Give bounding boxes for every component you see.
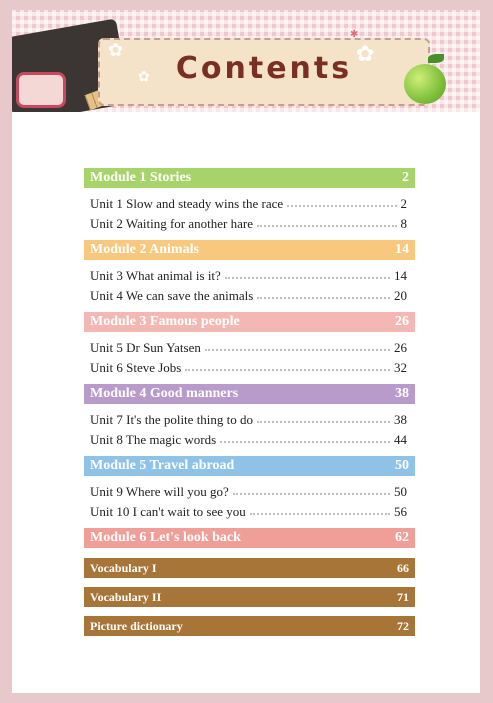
apple-icon bbox=[404, 64, 446, 104]
toc-unit-row[interactable] bbox=[84, 286, 415, 306]
unit-list bbox=[84, 338, 415, 378]
unit-page-number: 56 bbox=[394, 504, 407, 519]
toc-unit-row[interactable] bbox=[84, 502, 415, 522]
section-page-number: 38 bbox=[395, 386, 409, 401]
flower-icon: ✿ bbox=[108, 40, 124, 61]
toc-unit-row[interactable] bbox=[84, 410, 415, 430]
page-title: Contents bbox=[175, 51, 353, 86]
section-title: Picture dictionary bbox=[90, 619, 183, 633]
dot-leader bbox=[233, 493, 390, 495]
unit-page-number: 14 bbox=[394, 268, 407, 283]
apple-leaf-icon bbox=[428, 54, 444, 63]
section-page-number: 14 bbox=[395, 242, 409, 257]
unit-list bbox=[84, 410, 415, 450]
unit-list bbox=[84, 482, 415, 522]
section-title: Module 1 Stories bbox=[90, 170, 192, 185]
dot-leader bbox=[257, 225, 397, 227]
unit-list bbox=[84, 266, 415, 306]
section-page-number: 50 bbox=[395, 458, 409, 473]
section-page-number: 2 bbox=[402, 170, 409, 185]
unit-page-number: 20 bbox=[394, 288, 407, 303]
flower-icon: ✿ bbox=[356, 42, 375, 67]
book-label-illustration bbox=[16, 72, 66, 108]
unit-page-number: 8 bbox=[400, 216, 407, 231]
header-banner bbox=[12, 10, 480, 112]
toc-unit-row[interactable] bbox=[84, 338, 415, 358]
dot-leader bbox=[250, 513, 390, 515]
section-page-number: 71 bbox=[397, 590, 409, 604]
unit-title: Unit 10 I can't wait to see you bbox=[90, 504, 246, 519]
toc-section-3[interactable] bbox=[84, 312, 415, 332]
section-title: Vocabulary I bbox=[90, 561, 157, 575]
section-page-number: 62 bbox=[395, 530, 409, 545]
dot-leader bbox=[185, 369, 390, 371]
unit-title: Unit 4 We can save the animals bbox=[90, 288, 254, 303]
toc-section-5[interactable] bbox=[84, 456, 415, 476]
unit-title: Unit 8 The magic words bbox=[90, 432, 217, 447]
toc-section-2[interactable] bbox=[84, 240, 415, 260]
toc-section-8[interactable] bbox=[84, 587, 415, 607]
section-title: Module 2 Animals bbox=[90, 242, 199, 257]
table-of-contents bbox=[84, 168, 415, 645]
toc-unit-row[interactable] bbox=[84, 430, 415, 450]
unit-title: Unit 5 Dr Sun Yatsen bbox=[90, 340, 201, 355]
toc-section-9[interactable] bbox=[84, 616, 415, 636]
toc-section-4[interactable] bbox=[84, 384, 415, 404]
flower-icon: ✿ bbox=[138, 69, 150, 85]
unit-page-number: 44 bbox=[394, 432, 407, 447]
section-title: Module 3 Famous people bbox=[90, 314, 240, 329]
toc-section-7[interactable] bbox=[84, 558, 415, 578]
section-page-number: 26 bbox=[395, 314, 409, 329]
toc-unit-row[interactable] bbox=[84, 266, 415, 286]
dot-leader bbox=[225, 277, 390, 279]
star-icon: ✱ bbox=[350, 29, 359, 40]
toc-section-1[interactable] bbox=[84, 168, 415, 188]
unit-page-number: 2 bbox=[400, 196, 407, 211]
unit-list bbox=[84, 194, 415, 234]
section-page-number: 66 bbox=[397, 561, 409, 575]
dot-leader bbox=[257, 421, 390, 423]
dot-leader bbox=[220, 441, 390, 443]
dot-leader bbox=[287, 205, 396, 207]
section-title: Module 6 Let's look back bbox=[90, 530, 241, 545]
toc-unit-row[interactable] bbox=[84, 482, 415, 502]
unit-title: Unit 7 It's the polite thing to do bbox=[90, 412, 254, 427]
section-title: Module 5 Travel abroad bbox=[90, 458, 235, 473]
unit-title: Unit 3 What animal is it? bbox=[90, 268, 221, 283]
unit-title: Unit 2 Waiting for another hare bbox=[90, 216, 253, 231]
toc-section-6[interactable] bbox=[84, 528, 415, 548]
toc-unit-row[interactable] bbox=[84, 358, 415, 378]
unit-page-number: 26 bbox=[394, 340, 407, 355]
unit-page-number: 32 bbox=[394, 360, 407, 375]
unit-page-number: 38 bbox=[394, 412, 407, 427]
unit-page-number: 50 bbox=[394, 484, 407, 499]
page bbox=[12, 10, 480, 693]
dot-leader bbox=[205, 349, 390, 351]
toc-unit-row[interactable] bbox=[84, 214, 415, 234]
section-page-number: 72 bbox=[397, 619, 409, 633]
section-title: Module 4 Good manners bbox=[90, 386, 239, 401]
unit-title: Unit 6 Steve Jobs bbox=[90, 360, 182, 375]
toc-unit-row[interactable] bbox=[84, 194, 415, 214]
dot-leader bbox=[257, 297, 390, 299]
unit-title: Unit 9 Where will you go? bbox=[90, 484, 229, 499]
unit-title: Unit 1 Slow and steady wins the race bbox=[90, 196, 284, 211]
section-title: Vocabulary II bbox=[90, 590, 162, 604]
